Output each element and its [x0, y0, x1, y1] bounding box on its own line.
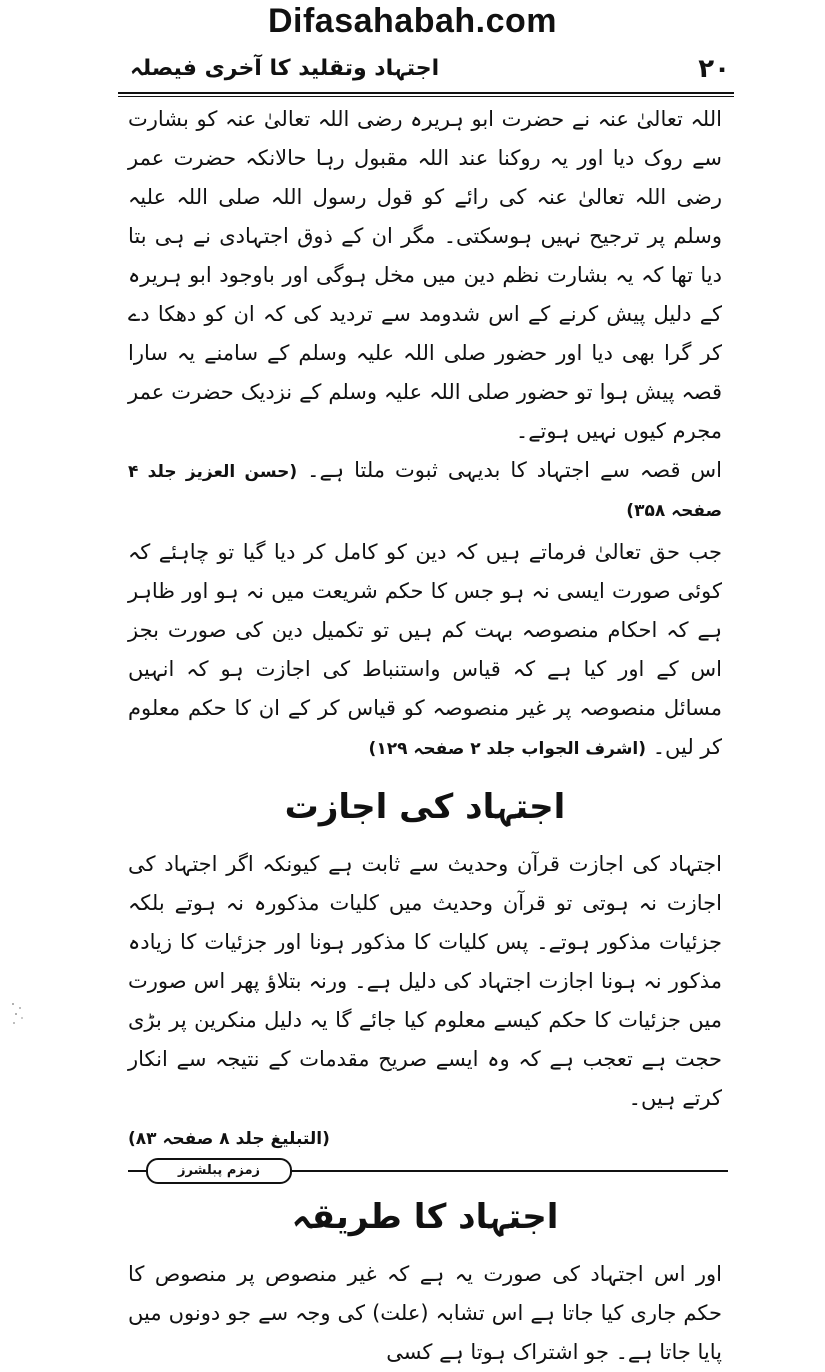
- paragraph-2: [128, 451, 722, 529]
- text-line: ہوتی تو قرآن وحدیث میں کلیات مذکورہ نہ ہوتے بلکہ جزئیات مذکور ہوتے۔ پس: [128, 891, 722, 954]
- scan-speck-icon: [8, 998, 30, 1030]
- publisher-badge: زمزم پبلشرز: [146, 1158, 292, 1184]
- reference-citation: (حسن العزیز جلد ۴ صفحہ ۳۵۸): [128, 462, 722, 521]
- text-line: نہ ہو جس کا حکم شریعت میں نہ ہو اور ظاہر ہے کہ احکام منصوصہ بہت کم ہیں تو تکمیل دین: [128, 579, 723, 642]
- text-line: نظم دین میں مخل ہوگی اور باوجود ابو ہریرہ کے دلیل پیش کرنے کے اس شدومد سے: [128, 263, 722, 326]
- text-line: حجت ہے تعجب ہے کہ وہ ایسے صریح مقدمات کے نتیجہ سے انکار کرتے ہیں۔: [128, 1047, 722, 1110]
- text-line: قصہ پیش ہوا تو حضور صلی اللہ علیہ وسلم کے نزدیک حضرت عمر مجرم کیوں نہیں ہوتے۔: [128, 380, 722, 443]
- text-line: اجتہاد کی اجازت قرآن وحدیث سے ثابت ہے کیونکہ اگر اجتہاد کی اجازت نہ: [128, 852, 722, 915]
- text-line: تردید کی کہ ان کو دھکا دے کر گرا بھی دیا اور حضور صلی اللہ علیہ وسلم کے سامنے یہ سارا: [128, 302, 722, 365]
- reference-citation: (اشرف الجواب جلد ۲ صفحہ ۱۲۹): [368, 739, 647, 759]
- paragraph-5: [128, 1255, 722, 1372]
- text-line: عند اللہ مقبول رہا حالانکہ حضرت عمر رضی اللہ تعالیٰ عنہ کی رائے کو قول رسول اللہ صلی اللہ: [128, 146, 722, 209]
- paragraph-1: [128, 100, 722, 451]
- paragraph-3: [128, 533, 722, 767]
- scan-speck-decoration: [8, 998, 30, 1030]
- text-line: اور اس اجتہاد کی صورت یہ ہے کہ غیر منصوص پر منصوص کا حکم جاری کیا جاتا ہے: [128, 1262, 722, 1325]
- paragraph-4: [128, 845, 722, 1118]
- text-line: علیہ وسلم پر ترجیح نہیں ہوسکتی۔ مگر ان کے ذوق اجتہادی نے ہی بتا دیا تھا کہ یہ بشارت: [128, 185, 723, 287]
- text-line: جب حق تعالیٰ فرماتے ہیں کہ دین کو کامل کر دیا گیا تو چاہئے کہ کوئی صورت ایسی: [128, 540, 722, 603]
- text-line: اس قصہ سے اجتہاد کا بدیہی ثبوت ملتا ہے۔: [307, 458, 722, 482]
- text-line: کی صورت بجز اس کے اور کیا ہے کہ قیاس واستنباط کی اجازت ہو کہ انہیں مسائل: [128, 618, 722, 720]
- text-line: اللہ تعالیٰ عنہ نے حضرت ابو ہریرہ رضی اللہ تعالیٰ عنہ کو بشارت سے روک دیا اور یہ روکنا: [128, 107, 722, 170]
- page-footer: [128, 1158, 728, 1182]
- page-header: [120, 52, 730, 92]
- reference-row: [128, 1118, 722, 1157]
- section-heading-ijtihad-permission: اجتہاد کی اجازت: [284, 787, 566, 827]
- reference-citation: (التبلیغ جلد ۸ صفحہ ۸۳): [128, 1129, 330, 1149]
- header-rule: [118, 92, 734, 97]
- section-heading-ijtihad-method: اجتہاد کا طریقہ: [291, 1197, 559, 1237]
- running-title: اجتہاد وتقلید کا آخری فیصلہ: [130, 56, 440, 81]
- text-line: کلیات کا مذکور ہونا اور جزئیات کا زیادہ مذکور نہ ہونا اجازت اجتہاد کی دلیل ہے۔ ورنہ: [128, 930, 722, 993]
- site-watermark: Difasahabah.com: [267, 2, 558, 40]
- page-number: ٢٠: [698, 54, 730, 84]
- text-line: بتلاؤ پھر اس صورت میں جزئیات کا حکم کیسے معلوم کیا جائے گا یہ دلیل منکرین پر بڑی: [128, 969, 722, 1032]
- text-line: اس تشابہ (علت) کی وجہ سے جو دونوں میں پایا جاتا ہے۔ جو اشتراک ہوتا ہے کسی: [128, 1301, 722, 1364]
- text-line: منصوصہ پر غیر منصوصہ کو قیاس کر کے ان کا حکم معلوم کر لیں۔: [128, 696, 722, 759]
